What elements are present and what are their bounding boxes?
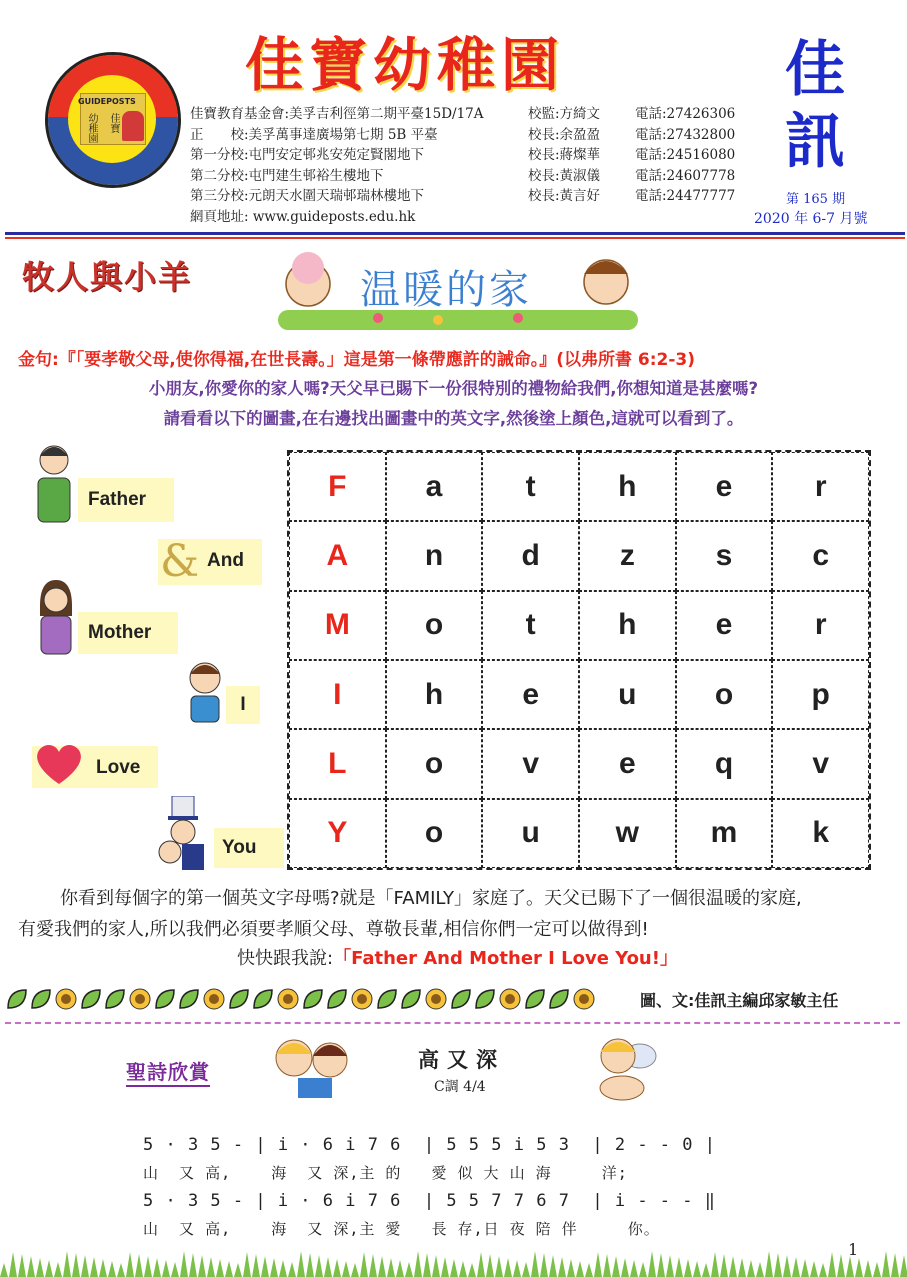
singing-angels-icon: [268, 1036, 358, 1102]
address-line: 第三分校:元朗天水圍天瑞邨瑞林樓地下: [190, 188, 425, 204]
conclusion-line-2: 有愛我們的家人,所以我們必須要孝順父母、尊敬長輩,相信你們一定可以做得到!: [18, 919, 649, 940]
sunflower-icon: [202, 988, 226, 1010]
address-row: [190, 104, 735, 125]
grid-cell[interactable]: F: [289, 452, 386, 521]
uncle-sam-icon: [158, 796, 208, 870]
grid-cell[interactable]: e: [676, 452, 773, 521]
website-row: [190, 207, 735, 228]
leaf-icon: [524, 988, 546, 1010]
grid-cell[interactable]: Y: [289, 799, 386, 868]
grid-cell[interactable]: h: [579, 452, 676, 521]
grid-cell[interactable]: I: [289, 660, 386, 729]
leaf-icon: [302, 988, 324, 1010]
sunflower-icon: [424, 988, 448, 1010]
banner-title: 温暖的家: [360, 267, 532, 313]
phone: 電話:24516080: [635, 147, 736, 163]
address-row: [190, 125, 735, 146]
say-prefix: 快快跟我說:: [237, 948, 334, 969]
sunflower-icon: [276, 988, 300, 1010]
address-row: [190, 166, 735, 187]
grid-cell[interactable]: e: [579, 729, 676, 798]
grid-cell[interactable]: s: [676, 521, 773, 590]
leaf-icon: [548, 988, 570, 1010]
leaf-icon: [326, 988, 348, 1010]
sunflower-icon: [54, 988, 78, 1010]
grid-cell[interactable]: e: [676, 591, 773, 660]
girl-hat-icon: [292, 252, 324, 284]
grid-cell[interactable]: z: [579, 521, 676, 590]
sunflower-icon: [350, 988, 374, 1010]
grid-cell[interactable]: o: [676, 660, 773, 729]
leaf-icon: [30, 988, 52, 1010]
cupid-icon: [590, 1032, 658, 1104]
principal: 校長:蔣燦華: [528, 147, 601, 163]
address-row: [190, 186, 735, 207]
leaf-icon: [376, 988, 398, 1010]
lyric-line-1: 山 又 高, 海 又 深,主 的 愛 似 大 山 海 洋;: [143, 1164, 628, 1182]
issue-number: 第 165 期: [786, 192, 846, 207]
hymn-title: 高又深: [418, 1047, 505, 1072]
leaf-icon: [178, 988, 200, 1010]
word-father: Father: [78, 478, 174, 522]
memory-verse: 金句:『「要孝敬父母,使你得福,在世長壽。」這是第一條帶應許的誡命。』(以弗所書 6:2-3): [18, 350, 696, 370]
grid-cell[interactable]: h: [579, 591, 676, 660]
header-rule-blue: [5, 232, 905, 235]
say-phrase: 「Father And Mother I Love You!」: [333, 948, 678, 969]
grid-cell[interactable]: p: [772, 660, 869, 729]
address-line: 佳寶教育基金會:美孚吉利徑第二期平臺15D/17A: [190, 106, 484, 122]
newsletter-name: 佳訊: [785, 35, 845, 177]
address-row: [190, 145, 735, 166]
word-i: I: [226, 686, 260, 724]
column-title: 牧人與小羊: [22, 258, 193, 296]
hymn-key: C調 4/4: [434, 1079, 486, 1095]
grid-cell[interactable]: M: [289, 591, 386, 660]
conclusion-line-1: 你看到每個字的第一個英文字母嗎?就是「FAMILY」家庭了。天父已賜下了一個很温暖的家庭,: [60, 888, 802, 909]
flower-icon: [433, 315, 443, 325]
leaf-icon: [450, 988, 472, 1010]
grid-cell[interactable]: L: [289, 729, 386, 798]
grid-cell[interactable]: o: [386, 729, 483, 798]
principal: 校長:黃言好: [528, 188, 601, 204]
grid-cell[interactable]: n: [386, 521, 483, 590]
leaf-icon: [400, 988, 422, 1010]
page-number: 1: [848, 1240, 859, 1259]
heart-icon: [34, 742, 84, 786]
address-block: [190, 104, 735, 227]
grid-cell[interactable]: d: [482, 521, 579, 590]
grid-cell[interactable]: u: [482, 799, 579, 868]
grid-cell[interactable]: t: [482, 452, 579, 521]
grid-cell[interactable]: w: [579, 799, 676, 868]
mother-icon: [36, 576, 76, 656]
grid-cell[interactable]: c: [772, 521, 869, 590]
grid-cell[interactable]: r: [772, 452, 869, 521]
phone: 電話:27432800: [635, 126, 736, 143]
leaf-icon: [104, 988, 126, 1010]
logo-chinese-left: 幼稚園: [86, 113, 97, 143]
sunflower-icon: [128, 988, 152, 1010]
school-title: 佳寶幼稚園: [245, 31, 566, 99]
phone: 電話:24477777: [635, 188, 736, 204]
grid-cell[interactable]: h: [386, 660, 483, 729]
grid-cell[interactable]: q: [676, 729, 773, 798]
leaf-flower-border: [6, 988, 642, 1010]
section-divider: [5, 1022, 900, 1024]
score-line-1: 5 · 3 5 - | i · 6 i 7 6 | 5 5 5 i 5 3 | 2 - - 0 |: [143, 1135, 716, 1155]
word-love: Love: [96, 757, 141, 778]
address-line: 正 校:美孚萬事達廣場第七期 5B 平臺: [190, 126, 438, 143]
header-rule-red: [5, 237, 905, 239]
grid-cell[interactable]: v: [482, 729, 579, 798]
address-line: 第二分校:屯門建生邨裕生樓地下: [190, 167, 384, 184]
word-mother: Mother: [78, 612, 178, 654]
leaf-icon: [6, 988, 28, 1010]
word-and: And: [207, 550, 244, 571]
grid-cell[interactable]: u: [579, 660, 676, 729]
grid-cell[interactable]: a: [386, 452, 483, 521]
grid-cell[interactable]: t: [482, 591, 579, 660]
principal: 校長:余盈盈: [528, 126, 601, 143]
hymn-section-label: 聖詩欣賞: [126, 1056, 210, 1087]
logo-english-text: GUIDEPOSTS: [78, 97, 136, 106]
grid-cell[interactable]: k: [772, 799, 869, 868]
sunflower-icon: [572, 988, 596, 1010]
say-with-me: [237, 944, 678, 970]
address-line: 第一分校:屯門安定邨兆安苑定賢閣地下: [190, 147, 425, 163]
grid-cell[interactable]: m: [676, 799, 773, 868]
boy-icon: [184, 658, 226, 724]
grass-border: [0, 1244, 907, 1277]
logo-children-figure: [122, 111, 144, 141]
ampersand-icon: &: [160, 536, 200, 587]
intro-line-2: 請看看以下的圖畫,在右邊找出圖畫中的英文字,然後塗上顏色,這就可以看到了。: [163, 409, 744, 428]
principal: 校長:黃淑儀: [528, 167, 601, 184]
grid-cell[interactable]: o: [386, 591, 483, 660]
grid-cell[interactable]: v: [772, 729, 869, 798]
word-you: You: [214, 828, 284, 868]
author-credit: 圖、文:佳訊主編邱家敏主任: [640, 991, 839, 1010]
word-search-grid: [287, 450, 871, 870]
leaf-icon: [474, 988, 496, 1010]
lyric-line-2: 山 又 高, 海 又 深,主 愛 長 存,日 夜 陪 伴 你。: [143, 1220, 660, 1238]
grid-cell[interactable]: e: [482, 660, 579, 729]
leaf-icon: [154, 988, 176, 1010]
leaf-icon: [252, 988, 274, 1010]
logo-chinese-right: 佳寶: [108, 113, 119, 133]
score-line-2: 5 · 3 5 - | i · 6 i 7 6 | 5 5 7 7 6 7 | i - - - ‖: [143, 1191, 716, 1211]
phone: 電話:27426306: [635, 106, 736, 122]
grid-cell[interactable]: o: [386, 799, 483, 868]
leaf-icon: [80, 988, 102, 1010]
grid-cell[interactable]: r: [772, 591, 869, 660]
issue-date: 2020 年 6-7 月號: [754, 211, 868, 227]
principal: 校監:方綺文: [528, 106, 601, 122]
website-link[interactable]: 網頁地址: www.guideposts.edu.hk: [190, 208, 416, 225]
boy-hair-icon: [584, 261, 628, 274]
grid-cell[interactable]: A: [289, 521, 386, 590]
father-icon: [34, 438, 74, 524]
intro-line-1: 小朋友,你愛你的家人嗎?天父早已賜下一份很特別的禮物給我們,你想知道是甚麼嗎?: [148, 379, 759, 398]
leaf-icon: [228, 988, 250, 1010]
school-logo: [45, 52, 181, 188]
sunflower-icon: [498, 988, 522, 1010]
phone: 電話:24607778: [635, 167, 736, 184]
